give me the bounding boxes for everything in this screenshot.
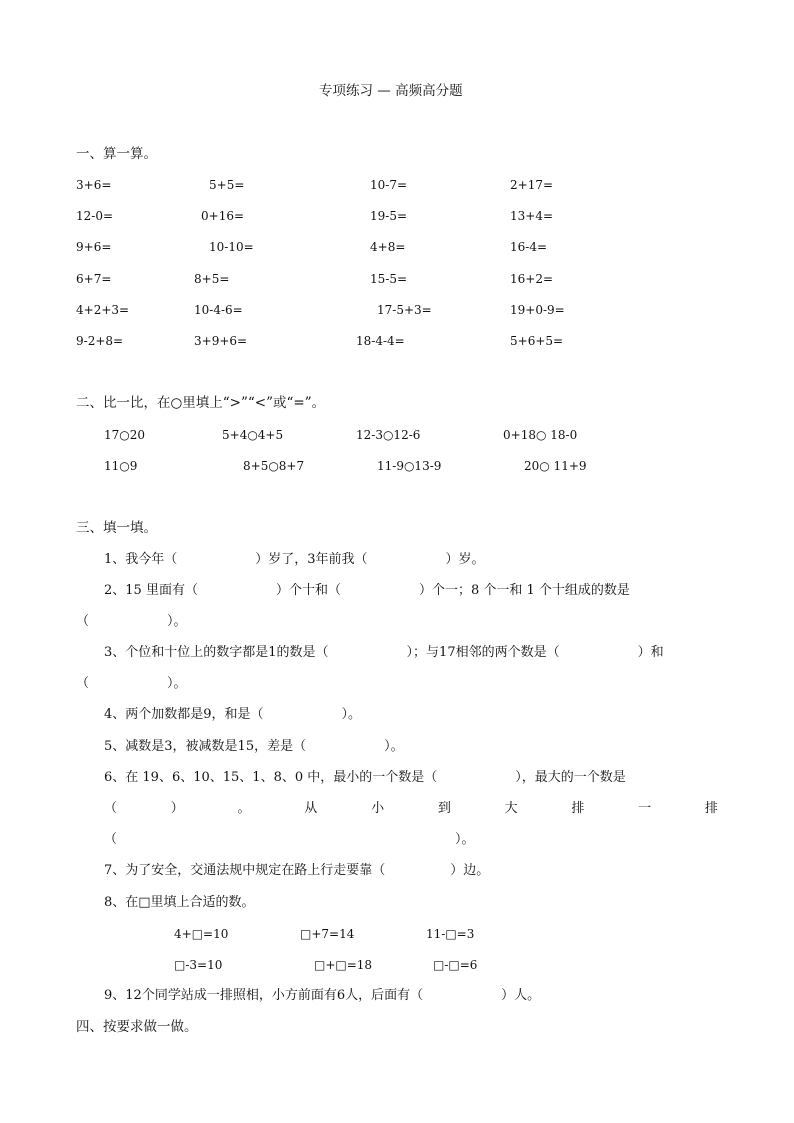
- calc-item: 6+7=: [76, 272, 112, 286]
- question-2-cont: （ ）。: [76, 614, 187, 629]
- calc-item: 18-4-4=: [356, 334, 405, 348]
- calc-item: 9-2+8=: [76, 334, 124, 348]
- section3-heading: 三、填一填。: [76, 520, 157, 536]
- q6-char: 。: [237, 801, 251, 816]
- calc-item: 5+6+5=: [510, 334, 564, 348]
- calc-item: 9+6=: [76, 240, 112, 254]
- compare-item: 12-3○12-6: [356, 428, 421, 442]
- question-3: 3、个位和十位上的数字都是1的数是（ ）；与17相邻的两个数是（ ）和: [104, 645, 664, 660]
- q6-char: 大: [504, 801, 518, 816]
- calc-item: 16-4=: [510, 240, 548, 254]
- question-7: 7、为了安全，交通法规中规定在路上行走要靠（ ）边。: [104, 863, 490, 878]
- compare-item: 17○20: [104, 428, 146, 442]
- calc-item: 5+5=: [209, 178, 245, 192]
- compare-item: 0+18○ 18-0: [503, 428, 578, 442]
- calc-item: 13+4=: [510, 209, 554, 223]
- question-6-justified-line: [104, 801, 718, 817]
- calc-item: 4+8=: [370, 240, 406, 254]
- q6-char: 小: [371, 801, 385, 816]
- box-equation: □+□=18: [314, 958, 373, 972]
- calc-item: 10-10=: [209, 240, 254, 254]
- section4-heading: 四、按要求做一做。: [76, 1019, 198, 1035]
- box-equation: 11-□=3: [426, 927, 475, 941]
- calc-item: 10-4-6=: [194, 303, 243, 317]
- question-6: 6、在 19、6、10、15、1、8、0 中，最小的一个数是（ ），最大的一个数是: [104, 770, 626, 785]
- question-3-cont: （ ）。: [76, 676, 187, 691]
- section2-heading: 二、比一比，在○里填上“>”“<”或“=”。: [76, 395, 326, 411]
- section1-heading: 一、算一算。: [76, 146, 157, 162]
- question-5: 5、减数是3，被减数是15，差是（ ）。: [104, 739, 404, 754]
- compare-item: 11-9○13-9: [377, 459, 442, 473]
- q6-char: 从: [304, 801, 318, 816]
- calc-item: 3+6=: [76, 178, 112, 192]
- q6-char: 到: [437, 801, 451, 816]
- q6-char: ）: [170, 801, 184, 816]
- calc-item: 8+5=: [194, 272, 230, 286]
- calc-item: 3+9+6=: [194, 334, 248, 348]
- box-equation: □-□=6: [433, 958, 478, 972]
- calc-item: 0+16=: [201, 209, 245, 223]
- question-8: 8、在□里填上合适的数。: [104, 895, 255, 910]
- box-equation: 4+□=10: [174, 927, 229, 941]
- calc-item: 19+0-9=: [510, 303, 565, 317]
- calc-item: 4+2+3=: [76, 303, 130, 317]
- compare-item: 5+4○4+5: [222, 428, 284, 442]
- calc-item: 12-0=: [76, 209, 114, 223]
- calc-item: 15-5=: [370, 272, 408, 286]
- question-1: 1、我今年（ ）岁了，3年前我（ ）岁。: [104, 552, 485, 567]
- box-equation: □+7=14: [300, 927, 355, 941]
- compare-item: 20○ 11+9: [524, 459, 587, 473]
- question-4: 4、两个加数都是9，和是（ ）。: [104, 707, 362, 722]
- q6-char: 一: [638, 801, 652, 816]
- q6-char: （: [104, 801, 118, 816]
- calc-item: 17-5+3=: [377, 303, 432, 317]
- compare-item: 11○9: [104, 459, 138, 473]
- q6-char: 排: [571, 801, 585, 816]
- calc-item: 19-5=: [370, 209, 408, 223]
- compare-item: 8+5○8+7: [243, 459, 305, 473]
- calc-item: 10-7=: [370, 178, 408, 192]
- calc-item: 2+17=: [510, 178, 554, 192]
- q6-char: 排: [704, 801, 718, 816]
- box-equation: □-3=10: [174, 958, 223, 972]
- page-title: 专项练习 — 高频高分题: [319, 83, 463, 99]
- question-9: 9、12个同学站成一排照相，小方前面有6人，后面有（ ）人。: [104, 988, 541, 1003]
- calc-item: 16+2=: [510, 272, 554, 286]
- question-6-cont: （ ）。: [104, 832, 475, 847]
- question-2: 2、15 里面有（ ）个十和（ ）个一；8 个一和 1 个十组成的数是: [104, 583, 630, 598]
